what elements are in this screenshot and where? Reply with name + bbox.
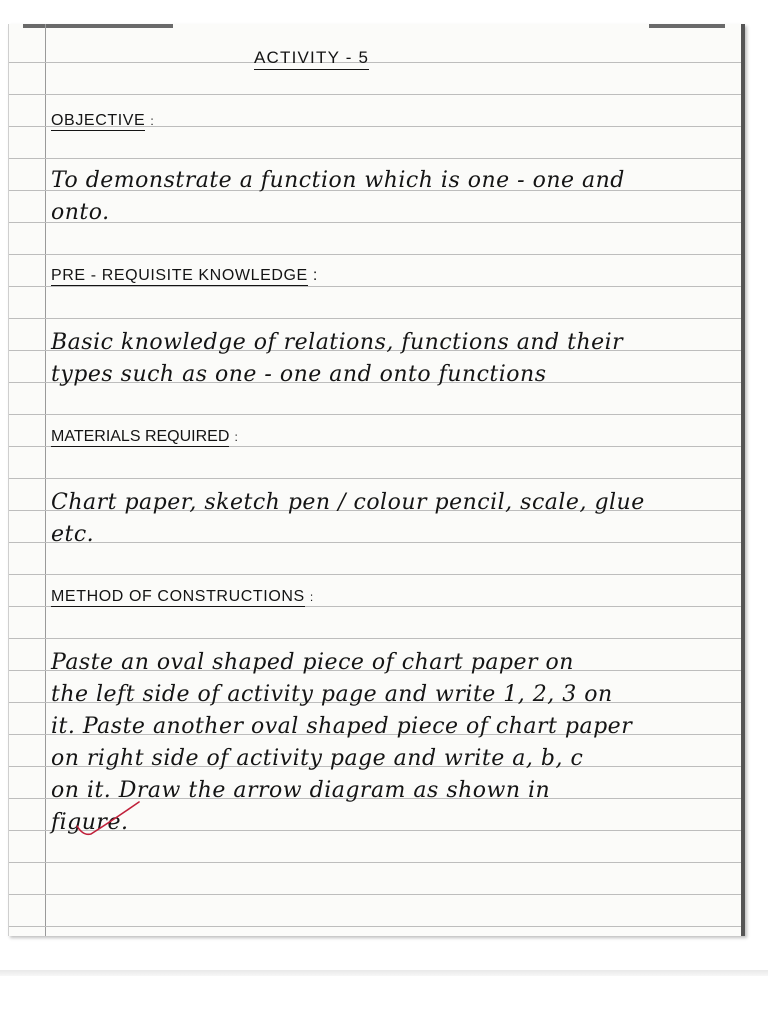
ruled-line xyxy=(9,478,741,479)
page-top-edge-right xyxy=(649,24,725,28)
ruled-line xyxy=(9,222,741,223)
objective-heading-row xyxy=(51,112,154,130)
body-line: on it. Draw the arrow diagram as shown in xyxy=(51,778,551,803)
page-title: ACTIVITY - 5 xyxy=(254,48,369,70)
body-line: the left side of activity page and write 1, 2, 3 on xyxy=(51,682,613,707)
margin-line xyxy=(45,24,46,936)
heading-colon: : xyxy=(309,590,314,604)
body-line: Chart paper, sketch pen / colour pencil, scale, glue xyxy=(51,490,645,515)
heading-colon: : xyxy=(312,267,318,284)
method-heading-row xyxy=(51,588,314,606)
body-line: figure. xyxy=(51,810,129,835)
notebook-page xyxy=(8,24,745,936)
red-tick-mark xyxy=(73,800,143,840)
ruled-line xyxy=(9,318,741,319)
scan-bottom-edge xyxy=(0,970,768,976)
body-line: on right side of activity page and write a, b, c xyxy=(51,746,584,771)
body-line: To demonstrate a function which is one - one and xyxy=(51,168,625,193)
section-heading: MATERIALS REQUIRED xyxy=(51,428,230,445)
section-heading: METHOD OF CONSTRUCTIONS xyxy=(51,588,305,605)
body-line: it. Paste another oval shaped piece of chart paper xyxy=(51,714,633,739)
section-heading: PRE - REQUISITE KNOWLEDGE xyxy=(51,267,308,284)
ruled-line xyxy=(9,158,741,159)
ruled-line xyxy=(9,254,741,255)
ruled-line xyxy=(9,414,741,415)
body-line: Basic knowledge of relations, functions and their xyxy=(51,330,624,355)
ruled-line xyxy=(9,894,741,895)
heading-colon: : xyxy=(150,114,155,128)
section-heading: OBJECTIVE xyxy=(51,112,146,129)
prerequisite-heading-row xyxy=(51,267,318,285)
body-line: etc. xyxy=(51,522,95,547)
ruled-line xyxy=(9,542,741,543)
body-line: onto. xyxy=(51,200,110,225)
ruled-line xyxy=(9,638,741,639)
ruled-line xyxy=(9,286,741,287)
ruled-line xyxy=(9,574,741,575)
body-line: types such as one - one and onto functions xyxy=(51,362,547,387)
ruled-line xyxy=(9,94,741,95)
ruled-line xyxy=(9,862,741,863)
ruled-line xyxy=(9,62,741,63)
heading-colon: : xyxy=(234,430,239,444)
materials-heading-row xyxy=(51,428,238,446)
ruled-line xyxy=(9,926,741,927)
body-line: Paste an oval shaped piece of chart paper on xyxy=(51,650,574,675)
